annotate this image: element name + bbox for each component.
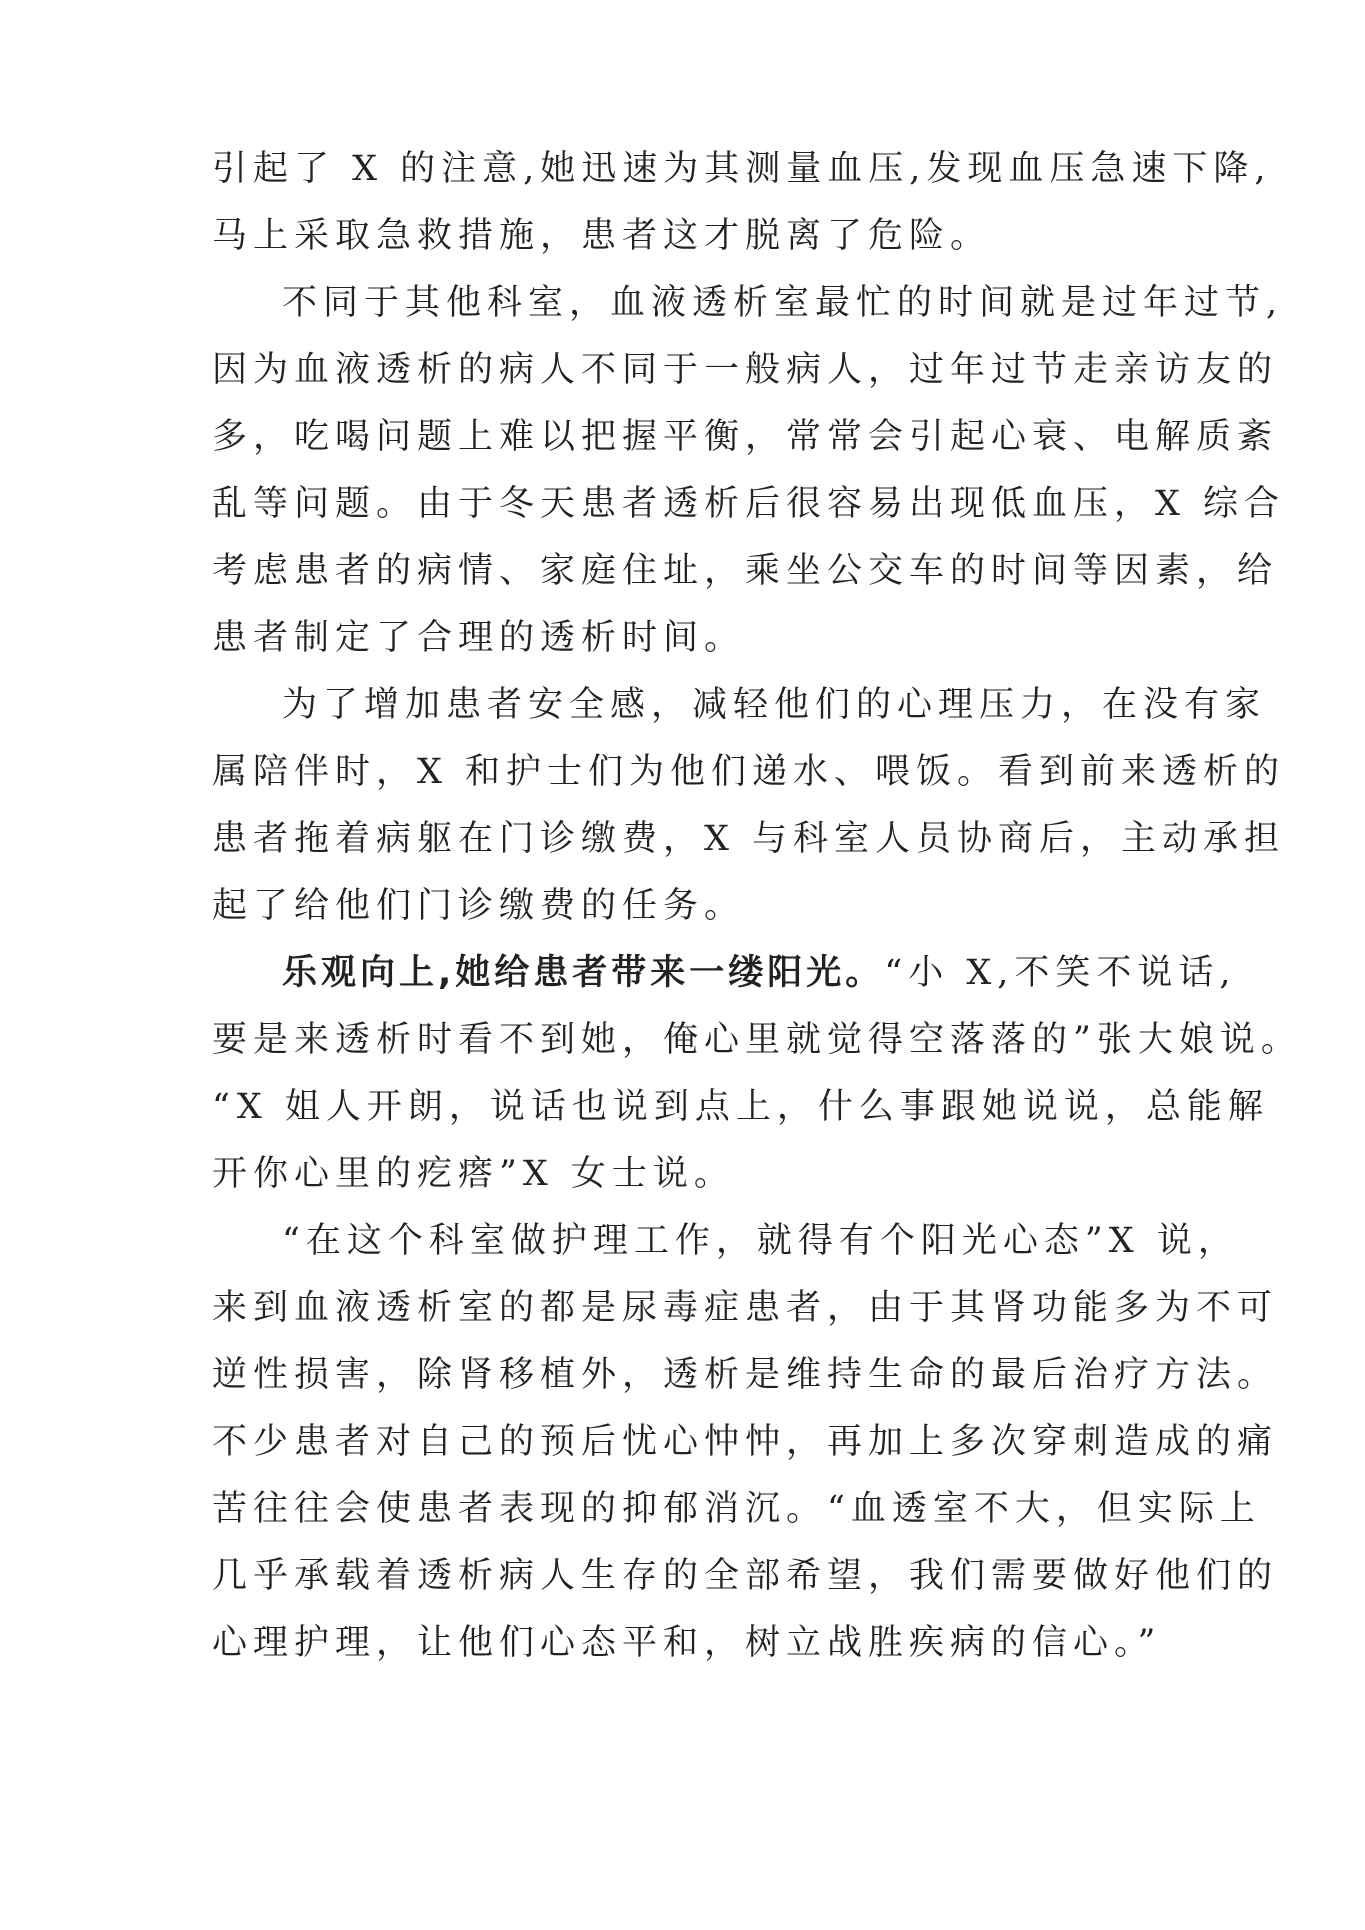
- paragraph-1: [212, 136, 1272, 270]
- text-line: 起了给他们门诊缴费的任务。: [212, 886, 746, 926]
- text-line: 几乎承载着透析病人生存的全部希望，我们需要做好他们的: [212, 1556, 1279, 1596]
- text-line: 马上采取急救措施，患者这才脱离了危险。: [212, 216, 992, 256]
- paragraph-4: [212, 940, 1302, 1208]
- text-line: 患者制定了合理的透析时间。: [212, 618, 746, 658]
- text-line: 属陪伴时，X 和护士们为他们递水、喂饭。看到前来透析的: [212, 752, 1286, 792]
- paragraph-2: [212, 270, 1286, 672]
- text-run: “小 X,不笑不说话,: [884, 953, 1237, 993]
- text-line: 为了增加患者安全感，减轻他们的心理压力，在没有家: [282, 685, 1267, 725]
- text-line: “在这个科室做护理工作，就得有个阳光心态”X 说，: [282, 1221, 1239, 1261]
- text-line: 开你心里的疙瘩”X 女士说。: [212, 1154, 735, 1194]
- paragraph-5: [212, 1208, 1279, 1677]
- text-line: 因为血液透析的病人不同于一般病人，过年过节走亲访友的: [212, 350, 1279, 390]
- text-line: 不同于其他科室，血液透析室最忙的时间就是过年过节,: [282, 283, 1284, 323]
- text-line: 逆性损害，除肾移植外，透析是维持生命的最后治疗方法。: [212, 1355, 1279, 1395]
- text-line: 不少患者对自己的预后忧心忡忡，再加上多次穿刺造成的痛: [212, 1422, 1279, 1462]
- text-line: 患者拖着病躯在门诊缴费，X 与科室人员协商后，主动承担: [212, 819, 1286, 859]
- section-heading: 乐观向上,她给患者带来一缕阳光。: [282, 953, 885, 993]
- text-line: [212, 940, 1237, 1007]
- text-line: 引起了 X 的注意,她迅速为其测量血压,发现血压急速下降,: [212, 149, 1272, 189]
- text-line: 多，吃喝问题上难以把握平衡，常常会引起心衰、电解质紊: [212, 417, 1279, 457]
- text-line: 心理护理，让他们心态平和，树立战胜疾病的信心。”: [212, 1623, 1162, 1663]
- text-line: 乱等问题。由于冬天患者透析后很容易出现低血压，X 综合: [212, 484, 1286, 524]
- text-line: 苦往往会使患者表现的抑郁消沉。“血透室不大，但实际上: [212, 1489, 1261, 1529]
- text-line: “X 姐人开朗，说话也说到点上，什么事跟她说说，总能解: [212, 1087, 1269, 1127]
- document-body: [212, 136, 1302, 1677]
- text-line: 来到血液透析室的都是尿毒症患者，由于其肾功能多为不可: [212, 1288, 1279, 1328]
- text-line: 要是来透析时看不到她，俺心里就觉得空落落的”张大娘说。: [212, 1020, 1302, 1060]
- paragraph-3: [212, 672, 1286, 940]
- text-line: 考虑患者的病情、家庭住址，乘坐公交车的时间等因素，给: [212, 551, 1279, 591]
